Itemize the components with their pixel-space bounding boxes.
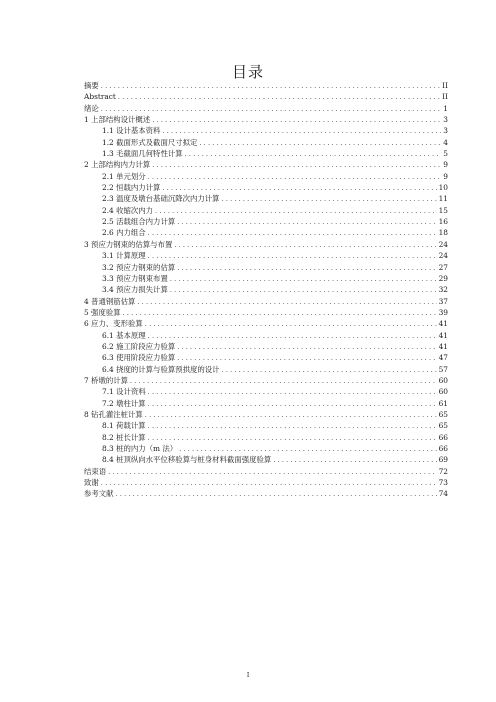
toc-entry-label: 2 上部结构内力计算 xyxy=(84,160,151,170)
toc-entry-label: 3.4 预应力损失计算 xyxy=(102,285,168,295)
toc-entry[interactable] xyxy=(84,284,448,295)
toc-leader-dots xyxy=(148,387,437,398)
toc-entry-page: 27 xyxy=(438,262,448,272)
toc-entry-page: 11 xyxy=(438,194,448,204)
toc-entry-page: 24 xyxy=(438,251,448,261)
toc-entry-label: 6.2 施工阶段应力验算 xyxy=(102,341,176,351)
toc-entry-page: 39 xyxy=(438,307,448,317)
toc-entry[interactable] xyxy=(84,364,448,375)
toc-entry-label: 2.3 温度及墩台基础沉降次内力计算 xyxy=(102,194,220,204)
toc-entry[interactable] xyxy=(84,250,448,261)
toc-leader-dots xyxy=(185,149,442,160)
toc-entry-page: 29 xyxy=(438,273,448,283)
toc-entry-page: 74 xyxy=(438,489,448,499)
toc-entry-page: 66 xyxy=(438,444,448,453)
toc-entry-page: 9 xyxy=(443,171,448,181)
toc-entry[interactable] xyxy=(84,420,448,431)
toc-entry[interactable] xyxy=(84,80,448,91)
toc-leader-dots xyxy=(148,433,437,444)
toc-leader-dots xyxy=(116,489,437,500)
toc-entry-page: 32 xyxy=(438,285,448,295)
toc-entry-label: 3.2 预应力钢束的估算 xyxy=(102,262,176,272)
toc-leader-dots xyxy=(148,172,442,183)
toc-entry[interactable] xyxy=(84,114,448,125)
toc-leader-dots xyxy=(101,478,437,489)
toc-leader-dots xyxy=(148,399,437,410)
toc-leader-dots xyxy=(273,455,436,466)
toc-entry[interactable] xyxy=(84,330,448,341)
toc-entry-label: 3 预应力钢束的估算与布置 xyxy=(84,239,173,249)
toc-entry-label: 3.1 计算原理 xyxy=(102,251,146,261)
toc-entry-label: 2.4 收缩次内力 xyxy=(102,205,154,215)
toc-entry-label: 参考文献 xyxy=(84,489,114,499)
toc-leader-dots xyxy=(123,308,437,319)
toc-entry-label: 7.2 墩柱计算 xyxy=(102,398,146,408)
toc-entry-label: 4 普通钢筋估算 xyxy=(84,296,136,306)
toc-entry-page: 4 xyxy=(443,137,448,147)
toc-entry[interactable] xyxy=(84,432,448,443)
toc-entry-label: 摘要 xyxy=(84,81,99,90)
toc-entry[interactable] xyxy=(84,409,448,420)
toc-entry-page: 61 xyxy=(438,398,448,408)
toc-entry[interactable] xyxy=(84,171,448,182)
toc-entry-label: 8.1 荷载计算 xyxy=(102,421,146,431)
table-of-contents xyxy=(84,80,448,500)
toc-entry-label: 5 强度验算 xyxy=(84,307,121,317)
toc-entry[interactable] xyxy=(84,91,448,102)
toc-entry-page: 1 xyxy=(443,103,448,113)
toc-entry-label: 1 上部结构设计概述 xyxy=(84,115,151,125)
toc-leader-dots xyxy=(177,263,436,274)
toc-entry[interactable] xyxy=(84,216,448,227)
toc-leader-dots xyxy=(145,410,437,421)
toc-entry-page: 60 xyxy=(438,387,448,397)
toc-entry-page: 16 xyxy=(438,217,448,227)
toc-entry-label: 1.2 截面形式及截面尺寸拟定 xyxy=(102,137,198,147)
toc-entry-page: 41 xyxy=(438,319,448,329)
toc-entry[interactable] xyxy=(84,193,448,204)
toc-entry[interactable] xyxy=(84,318,448,329)
toc-entry-label: 2.2 恒载内力计算 xyxy=(102,183,161,193)
toc-entry[interactable] xyxy=(84,352,448,363)
toc-entry-label: 结束语 xyxy=(84,466,107,476)
toc-leader-dots xyxy=(162,126,441,137)
toc-leader-dots xyxy=(170,274,437,285)
toc-entry[interactable] xyxy=(84,296,448,307)
toc-entry-page: 47 xyxy=(438,353,448,363)
toc-leader-dots xyxy=(130,376,437,387)
toc-entry-page: 57 xyxy=(438,364,448,374)
toc-entry-label: 绪论 xyxy=(84,103,99,113)
toc-leader-dots xyxy=(148,228,437,239)
toc-entry[interactable] xyxy=(84,125,448,136)
toc-entry-label: 3.3 预应力钢束布置 xyxy=(102,273,168,283)
toc-entry-page: 65 xyxy=(438,421,448,431)
toc-leader-dots xyxy=(101,81,440,92)
toc-entry-page: 60 xyxy=(438,375,448,385)
toc-leader-dots xyxy=(101,104,442,115)
toc-entry[interactable] xyxy=(84,466,448,477)
toc-entry-page: 69 xyxy=(438,455,448,465)
toc-entry-page: II xyxy=(442,92,448,102)
toc-entry-label: 8 钻孔灌注桩计算 xyxy=(84,409,143,419)
page-title: 目录 xyxy=(231,63,264,81)
toc-entry[interactable] xyxy=(84,239,448,250)
toc-leader-dots xyxy=(199,138,441,149)
toc-entry-label: 7.1 设计资料 xyxy=(102,387,146,397)
toc-entry-label: 8.4 桩顶纵向水平位移验算与桩身材料截面强度验算 xyxy=(102,455,272,465)
toc-entry-label: 1.1 设计基本资料 xyxy=(102,126,161,136)
toc-entry-page: 3 xyxy=(443,126,448,136)
toc-entry[interactable] xyxy=(84,443,448,454)
toc-entry-label: 6 应力、变形验算 xyxy=(84,319,143,329)
toc-entry[interactable] xyxy=(84,205,448,216)
toc-entry[interactable] xyxy=(84,398,448,409)
toc-entry-page: 24 xyxy=(438,239,448,249)
toc-leader-dots xyxy=(148,421,437,432)
toc-entry[interactable] xyxy=(84,375,448,386)
toc-leader-dots xyxy=(148,331,437,342)
page-number: I xyxy=(246,672,250,679)
toc-entry-page: 15 xyxy=(438,205,448,215)
toc-leader-dots xyxy=(222,194,437,205)
toc-entry[interactable] xyxy=(84,182,448,193)
toc-leader-dots xyxy=(148,251,437,262)
toc-entry-label: 8.3 桩的内力（m 法） xyxy=(102,444,178,453)
toc-entry[interactable] xyxy=(84,477,448,488)
toc-entry[interactable] xyxy=(84,454,448,465)
toc-entry[interactable] xyxy=(84,341,448,352)
toc-entry-page: 65 xyxy=(438,409,448,419)
toc-entry-label: 7 桥墩的计算 xyxy=(84,375,129,385)
toc-leader-dots xyxy=(118,92,440,103)
toc-entry-page: 72 xyxy=(438,466,448,476)
toc-entry-page: 10 xyxy=(438,183,448,193)
toc-leader-dots xyxy=(177,217,436,228)
toc-entry[interactable] xyxy=(84,103,448,114)
toc-entry-label: 1.3 毛截面几何特性计算 xyxy=(102,149,183,159)
toc-entry[interactable] xyxy=(84,262,448,273)
toc-entry-page: 73 xyxy=(438,478,448,488)
toc-entry-page: 41 xyxy=(438,330,448,340)
toc-entry-page: 41 xyxy=(438,341,448,351)
toc-leader-dots xyxy=(152,160,441,171)
toc-entry[interactable] xyxy=(84,137,448,148)
toc-leader-dots xyxy=(152,115,441,126)
toc-entry-page: 66 xyxy=(438,432,448,442)
toc-entry-page: 3 xyxy=(443,115,448,125)
toc-entry-label: 2.6 内力组合 xyxy=(102,228,146,238)
toc-entry-page: II xyxy=(442,81,448,90)
toc-entry-page: 18 xyxy=(438,228,448,238)
toc-entry-label: 2.1 单元划分 xyxy=(102,171,146,181)
toc-leader-dots xyxy=(174,240,436,251)
toc-entry-label: Abstract xyxy=(84,92,116,102)
toc-entry[interactable] xyxy=(84,227,448,238)
toc-leader-dots xyxy=(155,206,437,217)
toc-entry-page: 5 xyxy=(443,149,448,159)
toc-entry[interactable] xyxy=(84,307,448,318)
toc-entry[interactable] xyxy=(84,273,448,284)
toc-leader-dots xyxy=(170,285,437,296)
toc-entry-page: 37 xyxy=(438,296,448,306)
toc-entry[interactable] xyxy=(84,386,448,397)
toc-entry-label: 6.1 基本原理 xyxy=(102,330,146,340)
toc-leader-dots xyxy=(145,319,437,330)
toc-entry-label: 6.3 使用阶段应力验算 xyxy=(102,353,176,363)
toc-entry[interactable] xyxy=(84,159,448,170)
toc-leader-dots xyxy=(177,342,436,353)
toc-entry-label: 8.2 桩长计算 xyxy=(102,432,146,442)
toc-leader-dots xyxy=(222,365,437,376)
toc-leader-dots xyxy=(137,297,436,308)
toc-leader-dots xyxy=(108,467,436,478)
toc-entry-page: 9 xyxy=(443,160,448,170)
toc-entry-label: 6.4 挠度的计算与验算预拱度的设计 xyxy=(102,364,220,374)
toc-entry-label: 致谢 xyxy=(84,478,99,488)
toc-entry-label: 2.5 活载组合内力计算 xyxy=(102,217,176,227)
toc-entry[interactable] xyxy=(84,148,448,159)
toc-entry[interactable] xyxy=(84,488,448,499)
